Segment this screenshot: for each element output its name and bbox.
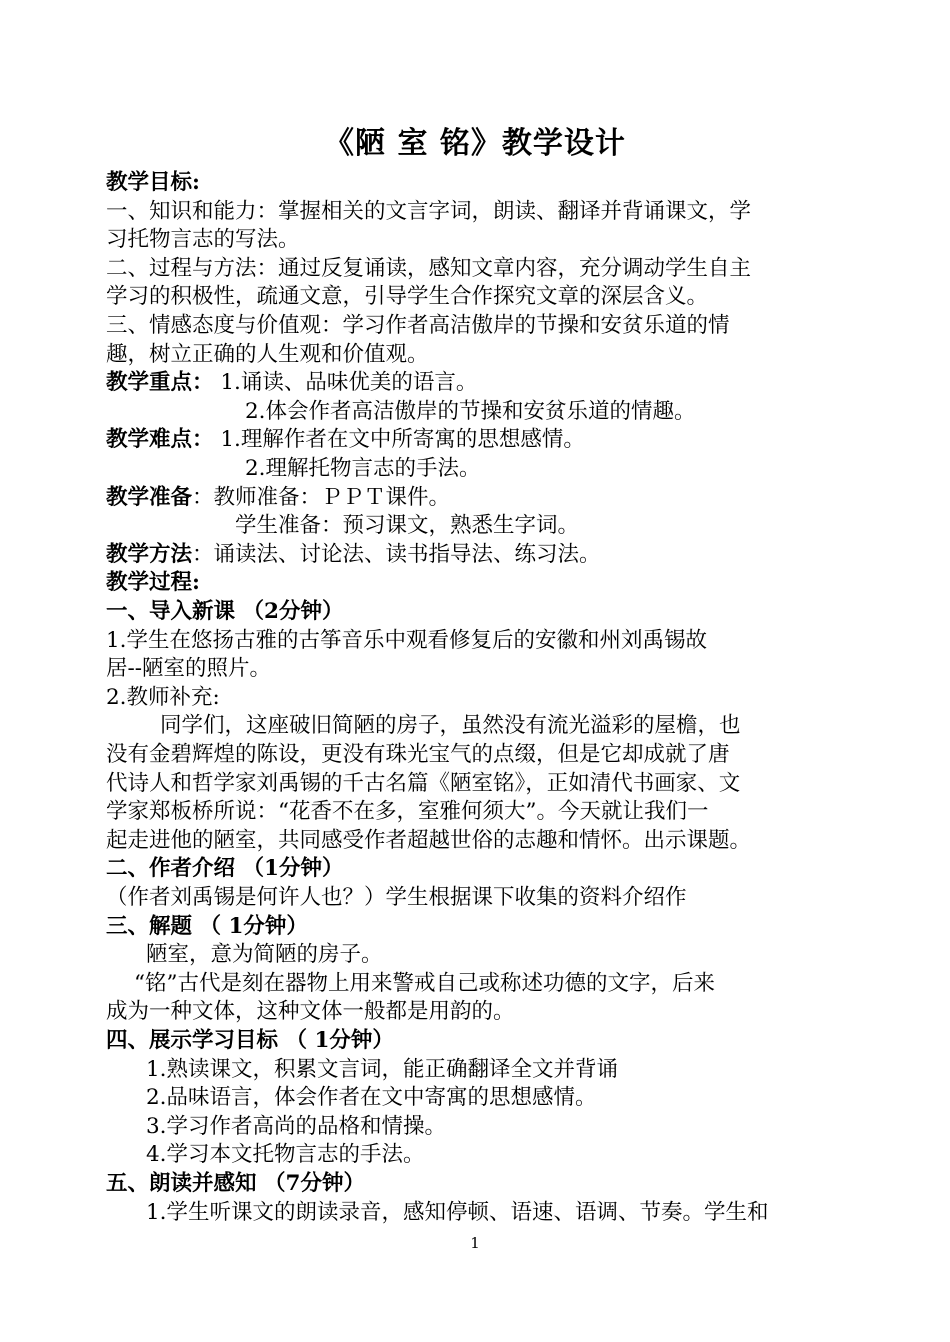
line-text: （作者刘禹锡是何许人也？）学生根据课下收集的资料介绍作	[106, 885, 687, 910]
line-text: 二、作者介绍 （1分钟）	[106, 856, 344, 882]
line-text: 习托物言志的写法。	[106, 227, 300, 253]
text-line	[106, 740, 730, 769]
line-text: 趣，树立正确的人生观和价值观。	[106, 341, 429, 367]
line-label: 教学难点：	[106, 427, 214, 453]
line-text: 1.学生听课文的朗读录音，感知停顿、语速、语调、节奏。学生和	[146, 1199, 769, 1225]
text-line	[106, 1169, 365, 1198]
line-text: 三、解题 （ 1分钟）	[106, 913, 308, 939]
text-line	[106, 912, 308, 941]
text-line	[106, 854, 343, 883]
text-line	[106, 769, 740, 798]
line-text: 陋室，意为简陋的房子。	[146, 942, 383, 968]
line-text: 二、过程与方法：通过反复诵读，感知文章内容，充分调动学生自主	[106, 255, 752, 281]
line-text: 居--陋室的照片。	[106, 656, 272, 682]
line-text: 没有金碧辉煌的陈设，更没有珠光宝气的点缀，但是它却成就了唐	[106, 742, 730, 767]
line-text: 学家郑板桥所说：“花香不在多，室雅何须大”。今天就让我们一	[106, 799, 709, 825]
line-text: 2.体会作者高洁傲岸的节操和安贫乐道的情趣。	[245, 398, 696, 424]
line-text: 1.学生在悠扬古雅的古筝音乐中观看修复后的安徽和州刘禹锡故	[106, 627, 708, 653]
line-text: 2.教师补充:	[106, 684, 220, 710]
text-line	[106, 597, 343, 626]
line-text: 1.熟读课文，积累文言词，能正确翻译全文并背诵	[146, 1056, 619, 1082]
line-text: 四、展示学习目标 （ 1分钟）	[106, 1028, 394, 1053]
text-line	[106, 254, 751, 283]
line-text: 学生准备：预习课文，熟悉生字词。	[235, 513, 580, 539]
text-line	[245, 397, 696, 426]
line-text: 1.诵读、品味优美的语言。	[213, 370, 478, 396]
text-line	[146, 1055, 618, 1084]
text-line	[160, 711, 741, 740]
text-line	[106, 654, 271, 683]
text-line	[106, 826, 751, 855]
line-text: 教学过程:	[106, 570, 200, 596]
text-line	[146, 940, 383, 969]
line-label: 教学重点：	[106, 370, 214, 396]
text-line	[146, 1083, 597, 1112]
line-text: 代诗人和哲学家刘禹锡的千古名篇《陋室铭》，正如清代书画家、文	[106, 770, 741, 796]
text-line	[106, 311, 730, 340]
line-text: 教学目标:	[106, 170, 200, 195]
document-title: 《陋 室 铭》教学设计	[324, 126, 626, 161]
line-text: 3.学习作者高尚的品格和情操。	[146, 1113, 447, 1139]
text-line	[146, 1198, 769, 1227]
line-text: 2.品味语言，体会作者在文中寄寓的思想感情。	[146, 1085, 597, 1111]
line-text: 成为一种文体，这种文体一般都是用韵的。	[106, 999, 515, 1025]
line-label: 教学准备	[106, 484, 193, 510]
line-text: “铭”古代是刻在器物上用来警戒自己或称述功德的文字，后来	[134, 970, 715, 996]
text-line	[106, 168, 200, 197]
line-text: 五、朗读并感知 （7分钟）	[106, 1171, 365, 1196]
text-line	[106, 540, 601, 569]
text-line	[106, 282, 708, 311]
line-text: 1.理解作者在文中所寄寓的思想感情。	[213, 427, 585, 453]
line-text: 起走进他的陋室，共同感受作者超越世俗的志趣和情怀。出示课题。	[106, 827, 752, 853]
line-text: 学习的积极性，疏通文意，引导学生合作探究文章的深层含义。	[106, 284, 709, 310]
text-line	[106, 997, 515, 1026]
text-line	[106, 197, 751, 226]
text-line	[106, 483, 450, 512]
text-line	[245, 454, 481, 483]
text-line	[106, 626, 707, 655]
text-line	[106, 683, 220, 712]
text-line	[106, 225, 300, 254]
line-label: 教学方法	[106, 541, 193, 567]
line-text: ：教师准备：ＰＰＴ课件。	[192, 484, 451, 510]
text-line	[134, 969, 715, 998]
text-line	[106, 883, 687, 912]
line-text: 一、导入新课 （2分钟）	[106, 599, 344, 624]
text-line	[106, 368, 477, 397]
line-text: 同学们，这座破旧简陋的房子，虽然没有流光溢彩的屋檐，也	[160, 713, 741, 739]
text-line	[146, 1140, 425, 1169]
line-text: 2.理解托物言志的手法。	[245, 456, 481, 481]
line-text: 4.学习本文托物言志的手法。	[146, 1142, 425, 1168]
line-text: 一、知识和能力：掌握相关的文言字词，朗读、翻译并背诵课文，学	[106, 198, 752, 224]
text-line	[235, 511, 579, 540]
text-line	[146, 1112, 446, 1141]
page-number: 1	[470, 1234, 480, 1252]
text-line	[106, 425, 585, 454]
line-text: 三、情感态度与价值观：学习作者高洁傲岸的节操和安贫乐道的情	[106, 313, 730, 338]
text-line	[106, 797, 709, 826]
line-text: ：诵读法、讨论法、读书指导法、练习法。	[192, 541, 601, 567]
text-line	[106, 568, 200, 597]
text-line	[106, 340, 429, 369]
text-line	[106, 1026, 394, 1055]
